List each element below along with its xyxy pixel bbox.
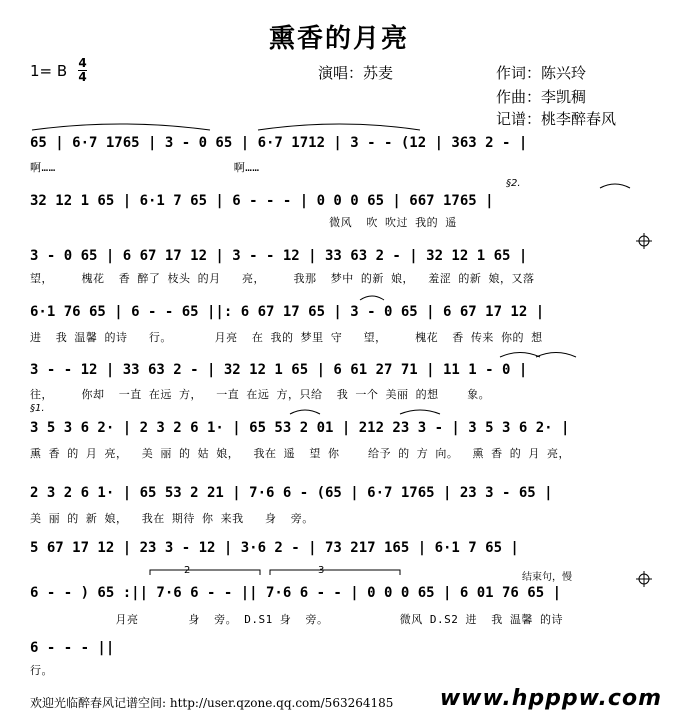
- song-title: 熏香的月亮: [268, 24, 409, 54]
- transcriber-credit: 记谱：桃李醉春风: [496, 110, 617, 128]
- slur-mark: [600, 184, 630, 188]
- footer-site-watermark: www.hpppw.com: [439, 686, 662, 711]
- slur-mark: [258, 124, 420, 130]
- lyricist-credit: 作词：陈兴玲: [496, 64, 587, 82]
- ending-tempo-note: 结束句，慢: [522, 572, 572, 583]
- singer-credit: 演唱：苏麦: [318, 64, 394, 82]
- tie-mark: [536, 353, 576, 358]
- lyric-row-7: 美 丽 的 新 娘， 我在 期待 你 来我 身 旁。: [30, 512, 314, 525]
- notation-row-1: 65 | 6·7 1765 | 3 - 0 65 | 6·7 1712 | 3 - - (12 | 363 2 - |: [30, 135, 528, 151]
- time-signature-bottom: 4: [78, 70, 87, 84]
- lyric-row-10: 行。: [30, 664, 53, 677]
- lyric-row-5: 往， 你却 一直 在远 方， 一直 在远 方，只给 我 一个 美丽 的想 象。: [30, 388, 491, 401]
- notation-row-2: 32 12 1 65 | 6·1 7 65 | 6 - - - | 0 0 0 65 | 667 1765 |: [30, 193, 494, 209]
- volta-bracket: [270, 570, 400, 575]
- footer-blog-link: 欢迎光临醉春风记谱空间: http://user.qzone.qq.com/563264185: [30, 696, 394, 710]
- lyric-row-2: 微风 吹 吹过 我的 遥: [30, 216, 457, 229]
- slur-mark: [360, 296, 384, 300]
- time-signature-top: 4: [78, 56, 87, 70]
- segno-marker-1: §1.: [30, 403, 45, 414]
- key-signature: 1= B: [30, 62, 68, 80]
- notation-row-4: 6·1 76 65 | 6 - - 65 ||: 6 67 17 65 | 3 - 0 65 | 6 67 17 12 |: [30, 304, 545, 320]
- tie-mark: [500, 353, 540, 358]
- notation-row-9: 6 - - ) 65 :|| 7·6 6 - - || 7·6 6 - - | 0 0 0 65 | 6 01 76 65 |: [30, 585, 562, 601]
- lyric-row-9: 月亮 身 旁。 D.S1 身 旁。 微风 D.S2 进 我 温馨 的诗: [30, 613, 564, 626]
- notation-row-7: 2 3 2 6 1· | 65 53 2 21 | 7·6 6 - (65 | 6·7 1765 | 23 3 - 65 |: [30, 485, 553, 501]
- volta-bracket-label-3: 3: [318, 565, 325, 576]
- lyric-row-6: 熏 香 的 月 亮， 美 丽 的 姑 娘， 我在 遥 望 你 给予 的 方 向。 熏 香 的 月 亮，: [30, 447, 571, 460]
- volta-bracket: [150, 570, 260, 575]
- composer-credit: 作曲：李凯稠: [496, 88, 587, 106]
- volta-bracket-label-2: 2: [184, 565, 191, 576]
- slur-mark: [32, 124, 210, 130]
- segno-marker-2: §2.: [506, 178, 521, 189]
- notation-row-6: 3 5 3 6 2· | 2 3 2 6 1· | 65 53 2 01 | 212 23 3 - | 3 5 3 6 2· |: [30, 420, 570, 436]
- lyric-row-4: 进 我 温馨 的诗 行。 月亮 在 我的 梦里 守 望， 槐花 香 传来 你的 想: [30, 331, 543, 344]
- slur-mark: [290, 410, 320, 414]
- slur-mark: [400, 410, 440, 414]
- notation-row-5: 3 - - 12 | 33 63 2 - | 32 12 1 65 | 6 61 27 71 | 11 1 - 0 |: [30, 362, 528, 378]
- lyric-row-3: 望， 槐花 香 醉了 枝头 的月 亮， 我那 梦中 的新 娘， 羞涩 的新 娘，又落: [30, 272, 535, 285]
- notation-row-8: 5 67 17 12 | 23 3 - 12 | 3·6 2 - | 73 217 165 | 6·1 7 65 |: [30, 540, 519, 556]
- notation-row-3: 3 - 0 65 | 6 67 17 12 | 3 - - 12 | 33 63 2 - | 32 12 1 65 |: [30, 248, 528, 264]
- lyric-row-1: 啊…… 啊……: [30, 161, 260, 174]
- notation-row-10: 6 - - - ||: [30, 640, 115, 656]
